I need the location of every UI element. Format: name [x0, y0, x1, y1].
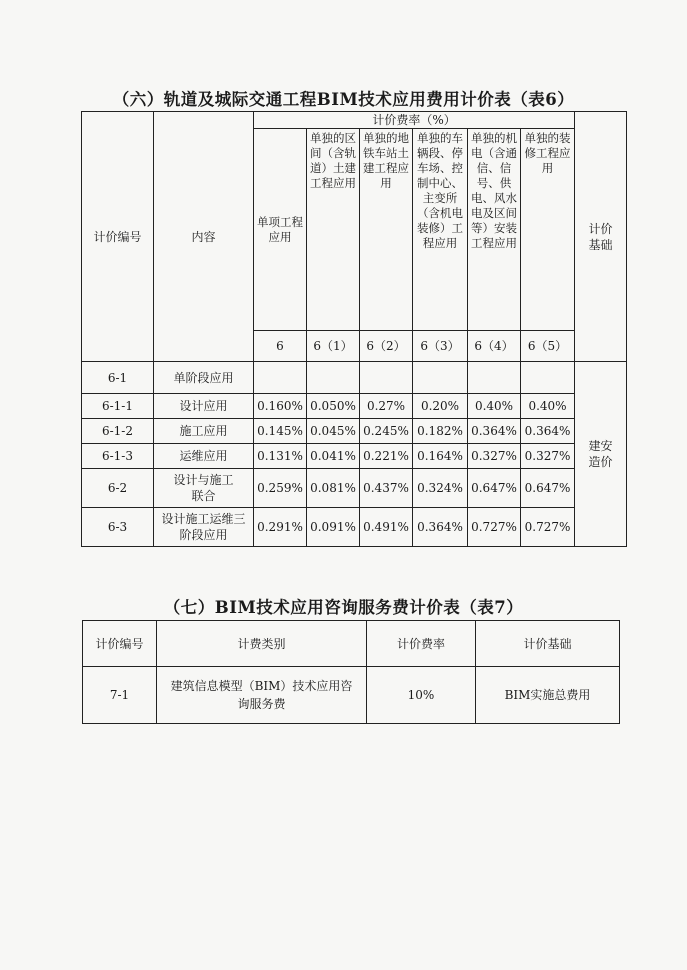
header-col-3: 单独的地铁车站土建工程应用	[360, 129, 413, 331]
basis-value: 建安造价	[575, 362, 627, 547]
header-col-1: 单项工程应用	[254, 129, 307, 331]
header-num-1: 6	[254, 331, 307, 362]
rate-cell: 0.259%	[254, 469, 307, 508]
header-num-2: 6（1）	[307, 331, 360, 362]
t7-row-code: 7-1	[83, 667, 157, 724]
header-num-5: 6（4）	[468, 331, 521, 362]
rate-cell: 0.045%	[307, 419, 360, 444]
header-num-3: 6（2）	[360, 331, 413, 362]
header-content: 内容	[154, 112, 254, 362]
row-content: 设计应用	[154, 394, 254, 419]
rate-cell: 0.727%	[468, 508, 521, 547]
rate-cell: 0.327%	[468, 444, 521, 469]
header-code: 计价编号	[82, 112, 154, 362]
table-row	[82, 394, 627, 419]
rate-cell: 0.091%	[307, 508, 360, 547]
header-col-6: 单独的装修工程应用	[521, 129, 575, 331]
row-content: 运维应用	[154, 444, 254, 469]
rate-cell	[360, 362, 413, 394]
t7-header-code: 计价编号	[83, 621, 157, 667]
rate-cell: 0.041%	[307, 444, 360, 469]
rate-cell: 0.145%	[254, 419, 307, 444]
rate-cell: 0.491%	[360, 508, 413, 547]
row-code: 6-1-1	[82, 394, 154, 419]
rate-cell	[468, 362, 521, 394]
rate-cell	[521, 362, 575, 394]
t7-row-basis: BIM实施总费用	[476, 667, 620, 724]
table6-title: （六）轨道及城际交通工程BIM技术应用费用计价表（表6）	[112, 90, 575, 109]
row-code: 6-1-2	[82, 419, 154, 444]
header-num-6: 6（5）	[521, 331, 575, 362]
row-code: 6-1	[82, 362, 154, 394]
table7	[82, 620, 620, 724]
rate-cell: 0.364%	[468, 419, 521, 444]
row-code: 6-2	[82, 469, 154, 508]
rate-cell: 0.437%	[360, 469, 413, 508]
rate-cell: 0.20%	[413, 394, 468, 419]
rate-cell: 0.40%	[468, 394, 521, 419]
row-content: 单阶段应用	[154, 362, 254, 394]
row-content: 设计施工运维三阶段应用	[154, 508, 254, 547]
rate-cell: 0.131%	[254, 444, 307, 469]
rate-cell: 0.164%	[413, 444, 468, 469]
table-row	[83, 667, 620, 724]
rate-cell: 0.221%	[360, 444, 413, 469]
rate-cell: 0.27%	[360, 394, 413, 419]
rate-cell	[254, 362, 307, 394]
row-code: 6-3	[82, 508, 154, 547]
rate-cell: 0.160%	[254, 394, 307, 419]
header-basis: 计价基础	[575, 112, 627, 362]
rate-cell: 0.327%	[521, 444, 575, 469]
table7-title: （七）BIM技术应用咨询服务费计价表（表7）	[163, 598, 524, 617]
header-col-4: 单独的车辆段、停车场、控制中心、主变所（含机电装修）工程应用	[413, 129, 468, 331]
t7-header-rate: 计价费率	[367, 621, 476, 667]
rate-cell: 0.364%	[413, 508, 468, 547]
table-row	[82, 362, 627, 394]
header-col-2: 单独的区间（含轨道）土建工程应用	[307, 129, 360, 331]
rate-cell: 0.081%	[307, 469, 360, 508]
table-row	[82, 469, 627, 508]
table-row	[82, 508, 627, 547]
rate-cell	[413, 362, 468, 394]
table-row	[82, 444, 627, 469]
rate-cell: 0.364%	[521, 419, 575, 444]
rate-cell: 0.40%	[521, 394, 575, 419]
table-row	[82, 419, 627, 444]
row-content: 施工应用	[154, 419, 254, 444]
header-col-5: 单独的机电（含通信、信号、供电、风水电及区间等）安装工程应用	[468, 129, 521, 331]
rate-cell: 0.245%	[360, 419, 413, 444]
rate-cell: 0.647%	[468, 469, 521, 508]
rate-cell: 0.727%	[521, 508, 575, 547]
rate-cell	[307, 362, 360, 394]
t7-row-category: 建筑信息模型（BIM）技术应用咨询服务费	[157, 667, 367, 724]
t7-row-rate: 10%	[367, 667, 476, 724]
rate-cell: 0.291%	[254, 508, 307, 547]
header-num-4: 6（3）	[413, 331, 468, 362]
row-code: 6-1-3	[82, 444, 154, 469]
t7-header-category: 计费类别	[157, 621, 367, 667]
rate-cell: 0.050%	[307, 394, 360, 419]
row-content: 设计与施工联合	[154, 469, 254, 508]
table6	[81, 111, 627, 547]
rate-cell: 0.182%	[413, 419, 468, 444]
header-rate-group: 计价费率（%）	[254, 112, 575, 129]
rate-cell: 0.647%	[521, 469, 575, 508]
t7-header-basis: 计价基础	[476, 621, 620, 667]
rate-cell: 0.324%	[413, 469, 468, 508]
